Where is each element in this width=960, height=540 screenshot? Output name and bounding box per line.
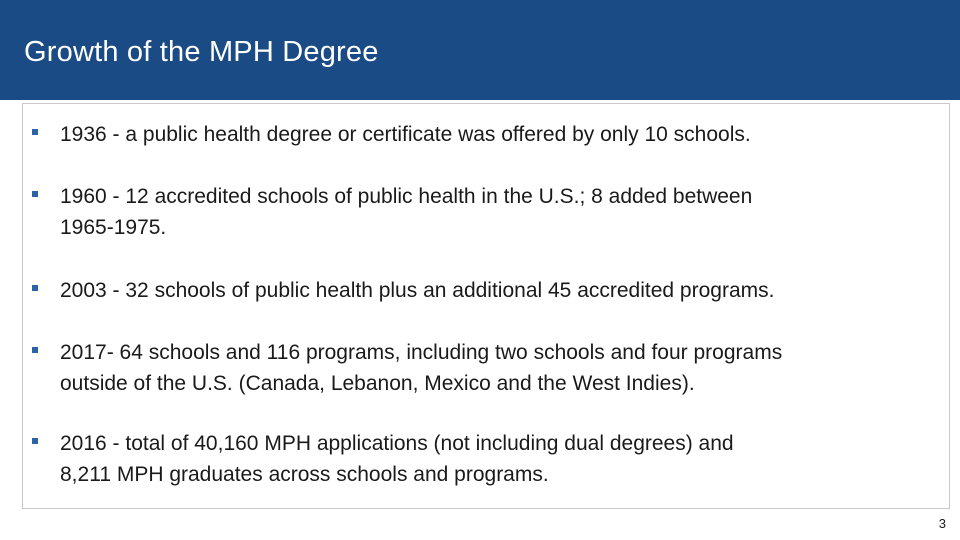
square-bullet-icon: [32, 285, 38, 291]
bullet-2016-line-1: 2016 - total of 40,160 MPH applications (not including dual degrees) and: [60, 432, 734, 455]
square-bullet-icon: [32, 438, 38, 444]
bullet-2003-line-1: 2003 - 32 schools of public health plus an additional 45 accredited programs.: [60, 279, 775, 302]
square-bullet-icon: [32, 129, 38, 135]
bullet-1960-line-2: 1965-1975.: [60, 216, 167, 239]
square-bullet-icon: [32, 191, 38, 197]
bullet-2017-line-1: 2017- 64 schools and 116 programs, including two schools and four programs: [60, 341, 783, 364]
bullet-2017-line-2: outside of the U.S. (Canada, Lebanon, Mexico and the West Indies).: [60, 372, 695, 395]
content-box: [22, 103, 950, 509]
bullet-2016-line-2: 8,211 MPH graduates across schools and programs.: [60, 463, 549, 486]
title-bar: [0, 0, 960, 100]
page-number: 3: [938, 516, 946, 531]
bullet-1936-line-1: 1936 - a public health degree or certificate was offered by only 10 schools.: [60, 123, 751, 146]
bullet-1960-line-1: 1960 - 12 accredited schools of public health in the U.S.; 8 added between: [60, 185, 753, 208]
square-bullet-icon: [32, 347, 38, 353]
slide-title: Growth of the MPH Degree: [24, 36, 379, 68]
